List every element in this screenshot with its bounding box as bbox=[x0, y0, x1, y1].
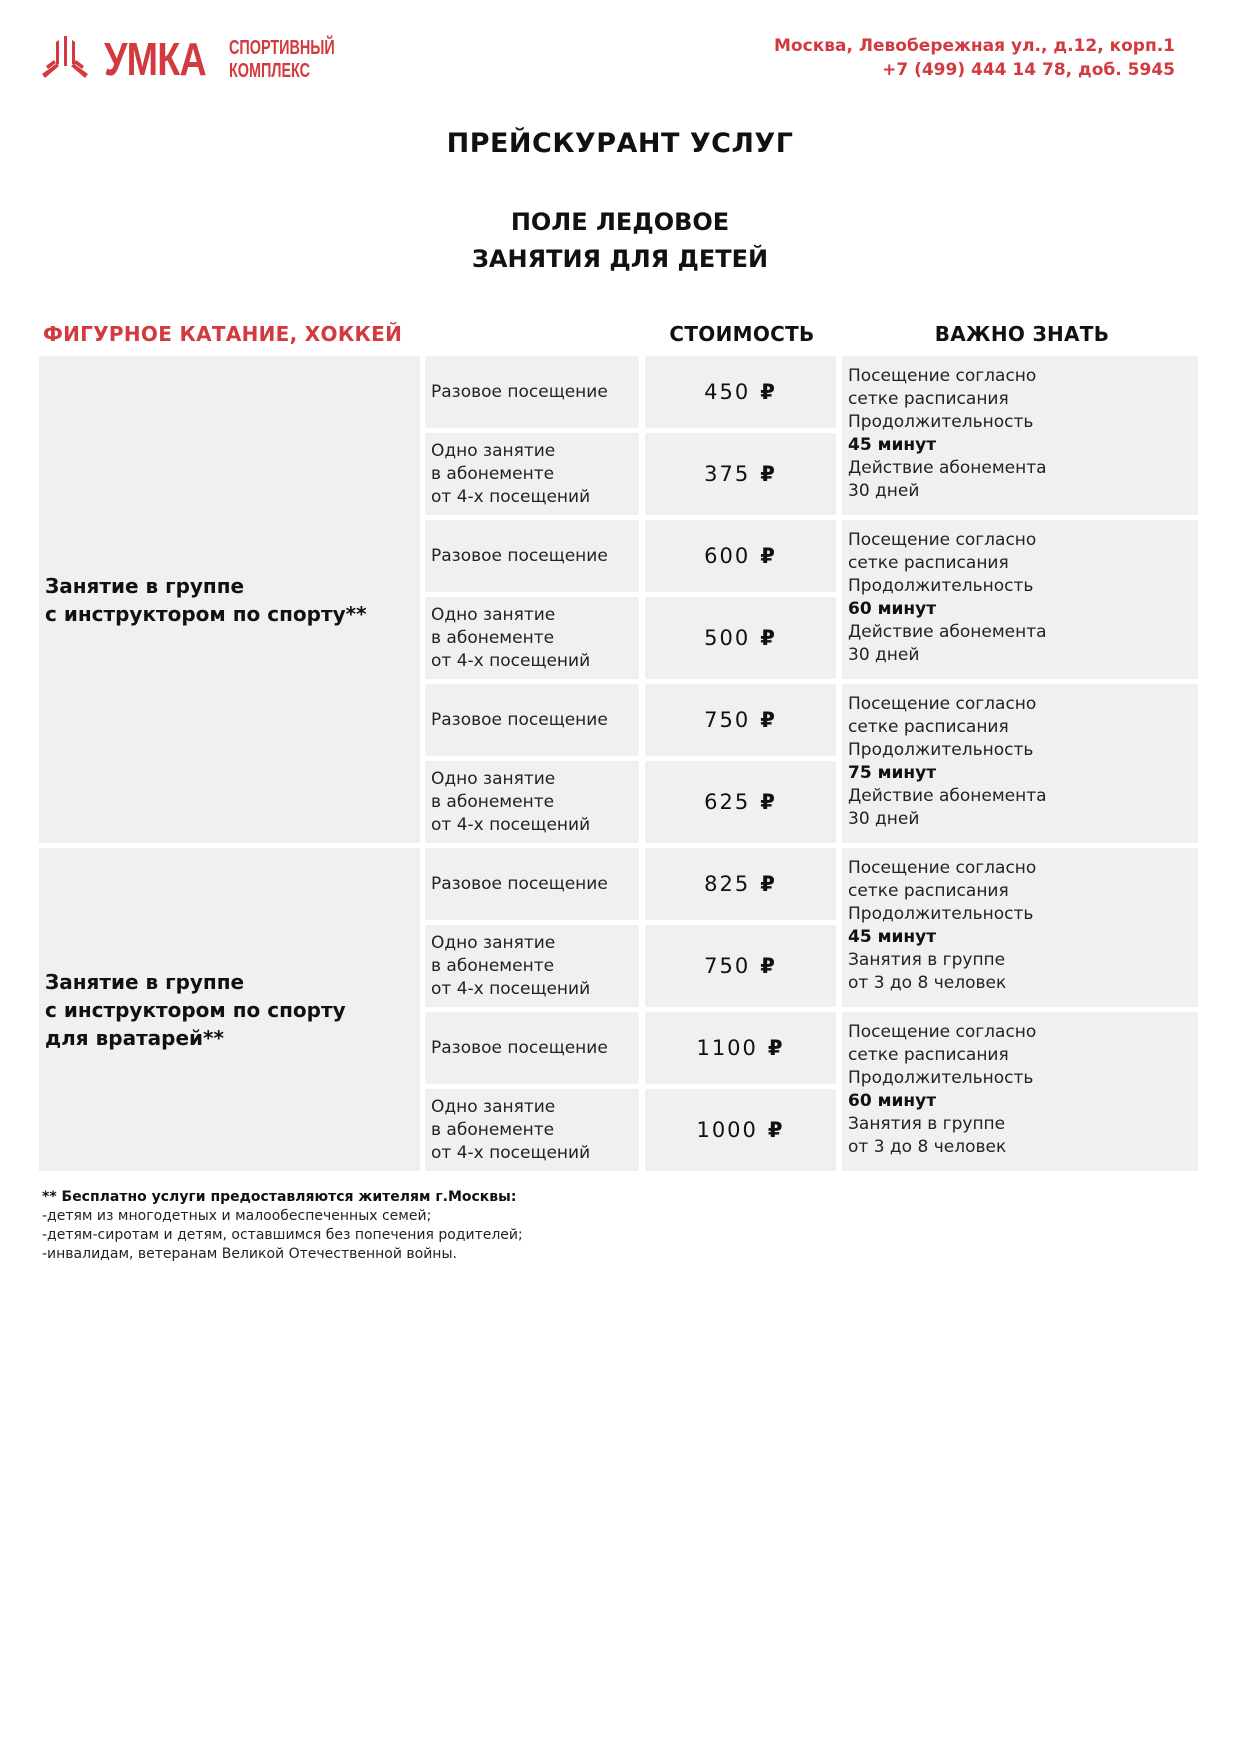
category-line: Занятие в группе bbox=[45, 969, 245, 994]
address-text: Москва, Левобережная ул., д.12, корп.1 bbox=[774, 36, 1175, 56]
subscription-label bbox=[431, 1096, 590, 1165]
footnote bbox=[42, 1188, 523, 1264]
category-line: с инструктором по спорту bbox=[45, 997, 346, 1022]
page-header bbox=[0, 0, 1240, 100]
category-line: Занятие в группе bbox=[45, 573, 245, 598]
subscription-label-line: Одно занятие bbox=[431, 768, 556, 789]
info-line: Действие абонемента bbox=[848, 622, 1047, 642]
subscription-label-line: от 4-х посещений bbox=[431, 650, 591, 671]
info-line: Занятия в группе bbox=[848, 950, 1006, 970]
price-value: 750 bbox=[704, 708, 751, 732]
info-line: Посещение согласно bbox=[848, 530, 1037, 550]
umka-emblem-icon bbox=[42, 36, 88, 82]
subscription-label-line: в абонементе bbox=[431, 1119, 555, 1140]
info-line: Действие абонемента bbox=[848, 458, 1047, 478]
info-line: Продолжительность bbox=[848, 576, 1034, 596]
important-info-cell bbox=[842, 1012, 1198, 1171]
info-line: сетке расписания bbox=[848, 389, 1009, 409]
duration-value: 45 минут bbox=[848, 435, 937, 455]
info-line: Посещение согласно bbox=[848, 694, 1037, 714]
single-visit-label-cell bbox=[425, 356, 639, 428]
page-subtitle bbox=[0, 204, 1240, 278]
duration-value: 60 минут bbox=[848, 1091, 937, 1111]
important-info-cell bbox=[842, 684, 1198, 843]
subscription-label-line: Одно занятие bbox=[431, 604, 556, 625]
currency-sign: ₽ bbox=[760, 708, 777, 732]
subscription-label-cell bbox=[425, 925, 639, 1007]
info-line: Занятия в группе bbox=[848, 1114, 1006, 1134]
currency-sign: ₽ bbox=[760, 544, 777, 568]
price-value: 375 bbox=[704, 462, 751, 486]
info-line: Посещение согласно bbox=[848, 366, 1037, 386]
subscription-price-cell bbox=[645, 925, 836, 1007]
info-line: сетке расписания bbox=[848, 717, 1009, 737]
category-title bbox=[45, 968, 346, 1052]
important-info-cell bbox=[842, 520, 1198, 679]
price-value: 600 bbox=[704, 544, 751, 568]
single-visit-label: Разовое посещение bbox=[431, 709, 608, 730]
subscription-label-line: в абонементе bbox=[431, 627, 555, 648]
logo-subtitle-line-1: СПОРТИВНЫЙ bbox=[229, 37, 335, 59]
price-value: 450 bbox=[704, 380, 751, 404]
single-visit-label-cell bbox=[425, 1012, 639, 1084]
logo-subtitle bbox=[229, 37, 335, 83]
subscription-label-line: от 4-х посещений bbox=[431, 486, 591, 507]
single-visit-price-cell bbox=[645, 356, 836, 428]
info-line: Продолжительность bbox=[848, 740, 1034, 760]
price-value: 500 bbox=[704, 626, 751, 650]
currency-sign: ₽ bbox=[760, 954, 777, 978]
price-value: 1100 bbox=[696, 1036, 758, 1060]
currency-sign: ₽ bbox=[767, 1118, 785, 1142]
currency-sign: ₽ bbox=[760, 872, 777, 896]
single-visit-price-cell bbox=[645, 520, 836, 592]
single-visit-label-cell bbox=[425, 848, 639, 920]
footnote-line: -детям-сиротам и детям, оставшимся без попечения родителей; bbox=[42, 1227, 523, 1243]
subscription-price-cell bbox=[645, 597, 836, 679]
info-line: сетке расписания bbox=[848, 553, 1009, 573]
info-line: Посещение согласно bbox=[848, 1022, 1037, 1042]
section-label: ФИГУРНОЕ КАТАНИЕ, ХОККЕЙ bbox=[43, 322, 403, 346]
subscription-label bbox=[431, 768, 590, 837]
single-visit-price-cell bbox=[645, 848, 836, 920]
subscription-price-cell bbox=[645, 433, 836, 515]
category-line: с инструктором по спорту** bbox=[45, 601, 367, 626]
phone-text: +7 (499) 444 14 78, доб. 5945 bbox=[882, 60, 1175, 80]
single-visit-label: Разовое посещение bbox=[431, 381, 608, 402]
page-title: ПРЕЙСКУРАНТ УСЛУГ bbox=[446, 128, 794, 159]
brand-logo bbox=[42, 33, 342, 85]
price-value: 825 bbox=[704, 872, 751, 896]
currency-sign: ₽ bbox=[760, 380, 777, 404]
single-visit-label: Разовое посещение bbox=[431, 1037, 608, 1058]
subscription-label-cell bbox=[425, 597, 639, 679]
important-info-cell bbox=[842, 356, 1198, 515]
single-visit-label: Разовое посещение bbox=[431, 545, 608, 566]
column-header-price: СТОИМОСТЬ bbox=[669, 322, 815, 346]
info-line: 30 дней bbox=[848, 645, 920, 665]
subscription-label-cell bbox=[425, 433, 639, 515]
category-title bbox=[45, 572, 367, 628]
duration-value: 45 минут bbox=[848, 927, 937, 947]
subtitle-line-1: ПОЛЕ ЛЕДОВОЕ bbox=[510, 208, 730, 236]
subscription-label-line: в абонементе bbox=[431, 955, 555, 976]
category-cell bbox=[39, 848, 420, 1171]
info-line: сетке расписания bbox=[848, 881, 1009, 901]
currency-sign: ₽ bbox=[760, 626, 777, 650]
single-visit-label: Разовое посещение bbox=[431, 873, 608, 894]
price-value: 1000 bbox=[696, 1118, 758, 1142]
contact-info bbox=[774, 34, 1175, 82]
subscription-label-cell bbox=[425, 761, 639, 843]
duration-value: 60 минут bbox=[848, 599, 937, 619]
category-line: для вратарей** bbox=[45, 1025, 224, 1050]
important-info-cell bbox=[842, 848, 1198, 1007]
footnote-line: -инвалидам, ветеранам Великой Отечественной войны. bbox=[42, 1246, 457, 1262]
info-line: от 3 до 8 человек bbox=[848, 1137, 1007, 1157]
subscription-price-cell bbox=[645, 761, 836, 843]
subscription-label-line: в абонементе bbox=[431, 791, 555, 812]
info-line: Продолжительность bbox=[848, 412, 1034, 432]
subscription-label-line: в абонементе bbox=[431, 463, 555, 484]
info-line: от 3 до 8 человек bbox=[848, 973, 1007, 993]
column-header-info: ВАЖНО ЗНАТЬ bbox=[934, 322, 1110, 346]
subscription-label-line: от 4-х посещений bbox=[431, 814, 591, 835]
subscription-label bbox=[431, 604, 590, 673]
subscription-label-line: Одно занятие bbox=[431, 440, 556, 461]
currency-sign: ₽ bbox=[767, 1036, 785, 1060]
info-line: Продолжительность bbox=[848, 1068, 1034, 1088]
single-visit-label-cell bbox=[425, 520, 639, 592]
info-line: 30 дней bbox=[848, 481, 920, 501]
single-visit-price-cell bbox=[645, 1012, 836, 1084]
subscription-label-line: Одно занятие bbox=[431, 932, 556, 953]
single-visit-label-cell bbox=[425, 684, 639, 756]
logo-subtitle-line-2: КОМПЛЕКС bbox=[229, 60, 311, 82]
footnote-heading: ** Бесплатно услуги предоставляются жителям г.Москвы: bbox=[42, 1189, 517, 1205]
footnote-line: -детям из многодетных и малообеспеченных семей; bbox=[42, 1208, 432, 1224]
subscription-label bbox=[431, 440, 590, 509]
info-line: Продолжительность bbox=[848, 904, 1034, 924]
logo-wordmark: УМКА bbox=[104, 33, 206, 85]
subtitle-line-2: ЗАНЯТИЯ ДЛЯ ДЕТЕЙ bbox=[471, 245, 769, 273]
info-line: 30 дней bbox=[848, 809, 920, 829]
currency-sign: ₽ bbox=[760, 462, 777, 486]
duration-value: 75 минут bbox=[848, 763, 937, 783]
info-line: Посещение согласно bbox=[848, 858, 1037, 878]
subscription-label-line: от 4-х посещений bbox=[431, 978, 591, 999]
subscription-label-line: от 4-х посещений bbox=[431, 1142, 591, 1163]
single-visit-price-cell bbox=[645, 684, 836, 756]
info-line: Действие абонемента bbox=[848, 786, 1047, 806]
subscription-label-cell bbox=[425, 1089, 639, 1171]
price-value: 750 bbox=[704, 954, 751, 978]
currency-sign: ₽ bbox=[760, 790, 777, 814]
subscription-label bbox=[431, 932, 590, 1001]
category-cell bbox=[39, 356, 420, 843]
info-line: сетке расписания bbox=[848, 1045, 1009, 1065]
subscription-label-line: Одно занятие bbox=[431, 1096, 556, 1117]
price-value: 625 bbox=[704, 790, 751, 814]
subscription-price-cell bbox=[645, 1089, 836, 1171]
